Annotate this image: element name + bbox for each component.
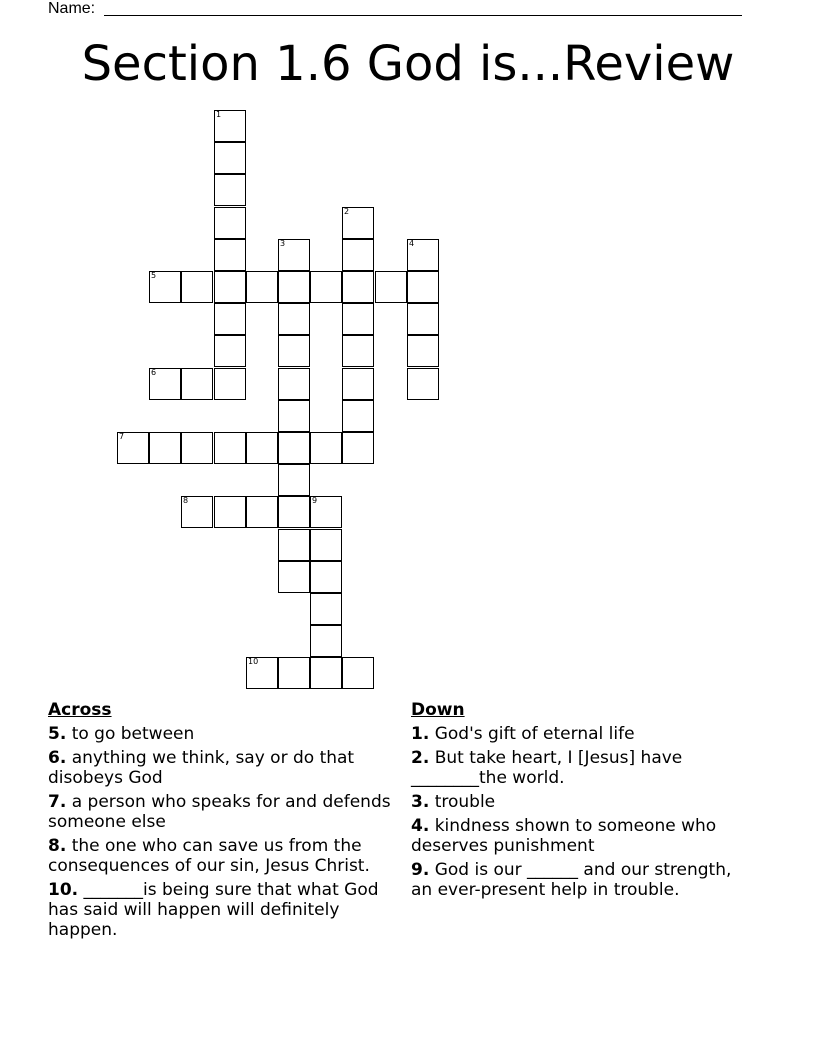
across-clue <box>48 880 398 940</box>
crossword-cell[interactable] <box>407 271 439 303</box>
crossword-cell[interactable] <box>375 271 407 303</box>
down-clue <box>411 748 751 788</box>
clue-number: 6 <box>151 368 157 377</box>
crossword-cell[interactable] <box>278 529 310 561</box>
clue-number: 7. <box>48 792 67 812</box>
crossword-cell[interactable] <box>407 239 439 271</box>
clue-number: 9 <box>312 496 318 505</box>
crossword-cell[interactable] <box>342 657 374 689</box>
crossword-cell[interactable] <box>310 432 342 464</box>
crossword-cell[interactable] <box>278 496 310 528</box>
crossword-cell[interactable] <box>214 303 246 335</box>
crossword-cell[interactable] <box>181 496 213 528</box>
clue-number: 2. <box>411 748 430 768</box>
down-clue <box>411 792 751 812</box>
crossword-cell[interactable] <box>149 271 181 303</box>
clue-number: 4. <box>411 816 430 836</box>
crossword-cell[interactable] <box>214 239 246 271</box>
crossword-cell[interactable] <box>278 368 310 400</box>
clue-number: 4 <box>409 239 415 248</box>
clue-text: But take heart, I [Jesus] have ________the world. <box>411 748 683 788</box>
crossword-cell[interactable] <box>214 110 246 142</box>
across-clue <box>48 724 398 744</box>
crossword-cell[interactable] <box>278 657 310 689</box>
crossword-cell[interactable] <box>342 239 374 271</box>
clue-number: 5. <box>48 724 67 744</box>
crossword-cell[interactable] <box>342 271 374 303</box>
crossword-cell[interactable] <box>214 432 246 464</box>
crossword-cell[interactable] <box>214 368 246 400</box>
across-clue <box>48 792 398 832</box>
crossword-cell[interactable] <box>214 335 246 367</box>
crossword-cell[interactable] <box>310 657 342 689</box>
crossword-cell[interactable] <box>149 432 181 464</box>
crossword-cell[interactable] <box>246 657 278 689</box>
clue-text: a person who speaks for and defends someone else <box>48 792 391 832</box>
down-clue <box>411 860 751 900</box>
clue-number: 10 <box>248 657 259 666</box>
name-label: Name: <box>48 0 96 17</box>
across-clue <box>48 748 398 788</box>
crossword-cell[interactable] <box>214 207 246 239</box>
crossword-cell[interactable] <box>246 432 278 464</box>
crossword-cell[interactable] <box>407 368 439 400</box>
crossword-cell[interactable] <box>214 174 246 206</box>
across-clue <box>48 836 398 876</box>
crossword-cell[interactable] <box>310 625 342 657</box>
crossword-cell[interactable] <box>278 335 310 367</box>
crossword-cell[interactable] <box>214 271 246 303</box>
crossword-cell[interactable] <box>310 271 342 303</box>
clue-number: 2 <box>344 207 350 216</box>
crossword-cell[interactable] <box>246 496 278 528</box>
clue-number: 5 <box>151 271 157 280</box>
crossword-cell[interactable] <box>310 593 342 625</box>
crossword-cell[interactable] <box>278 303 310 335</box>
crossword-cell[interactable] <box>181 368 213 400</box>
clue-text: trouble <box>429 792 496 812</box>
crossword-cell[interactable] <box>149 368 181 400</box>
clue-text: to go between <box>66 724 195 744</box>
across-heading: Across <box>48 700 112 720</box>
crossword-cell[interactable] <box>342 400 374 432</box>
clue-text: God's gift of eternal life <box>429 724 635 744</box>
clue-number: 7 <box>119 432 125 441</box>
crossword-cell[interactable] <box>117 432 149 464</box>
crossword-cell[interactable] <box>278 464 310 496</box>
down-clues <box>411 700 751 904</box>
clue-number: 8. <box>48 836 67 856</box>
crossword-cell[interactable] <box>278 239 310 271</box>
crossword-cell[interactable] <box>181 432 213 464</box>
down-clue <box>411 816 751 856</box>
clue-text: kindness shown to someone who deserves punishment <box>411 816 717 856</box>
clue-text: anything we think, say or do that disobeys God <box>48 748 355 788</box>
crossword-cell[interactable] <box>214 496 246 528</box>
crossword-cell[interactable] <box>342 432 374 464</box>
crossword-cell[interactable] <box>342 303 374 335</box>
crossword-cell[interactable] <box>310 529 342 561</box>
clue-number: 3. <box>411 792 430 812</box>
crossword-cell[interactable] <box>181 271 213 303</box>
crossword-cell[interactable] <box>342 207 374 239</box>
clue-text: _______is being sure that what God has said will happen will definitely happen. <box>48 880 379 940</box>
crossword-cell[interactable] <box>246 271 278 303</box>
crossword-cell[interactable] <box>278 271 310 303</box>
crossword-cell[interactable] <box>214 142 246 174</box>
clue-number: 1 <box>216 110 222 119</box>
crossword-cell[interactable] <box>310 496 342 528</box>
crossword-cell[interactable] <box>407 335 439 367</box>
crossword-cell[interactable] <box>407 303 439 335</box>
crossword-cell[interactable] <box>278 432 310 464</box>
crossword-cell[interactable] <box>278 400 310 432</box>
crossword-cell[interactable] <box>278 561 310 593</box>
clue-number: 3 <box>280 239 286 248</box>
down-clue <box>411 724 751 744</box>
page-title: Section 1.6 God is...Review <box>81 36 735 92</box>
clue-text: God is our ______ and our strength, an ever-present help in trouble. <box>411 860 732 900</box>
across-clues <box>48 700 398 944</box>
clue-number: 9. <box>411 860 430 880</box>
clue-number: 6. <box>48 748 67 768</box>
down-heading: Down <box>411 700 465 720</box>
clue-text: the one who can save us from the consequences of our sin, Jesus Christ. <box>48 836 370 876</box>
crossword-cell[interactable] <box>342 368 374 400</box>
crossword-cell[interactable] <box>342 335 374 367</box>
clue-number: 8 <box>183 496 189 505</box>
clue-number: 1. <box>411 724 430 744</box>
crossword-cell[interactable] <box>310 561 342 593</box>
clue-number: 10. <box>48 880 79 900</box>
